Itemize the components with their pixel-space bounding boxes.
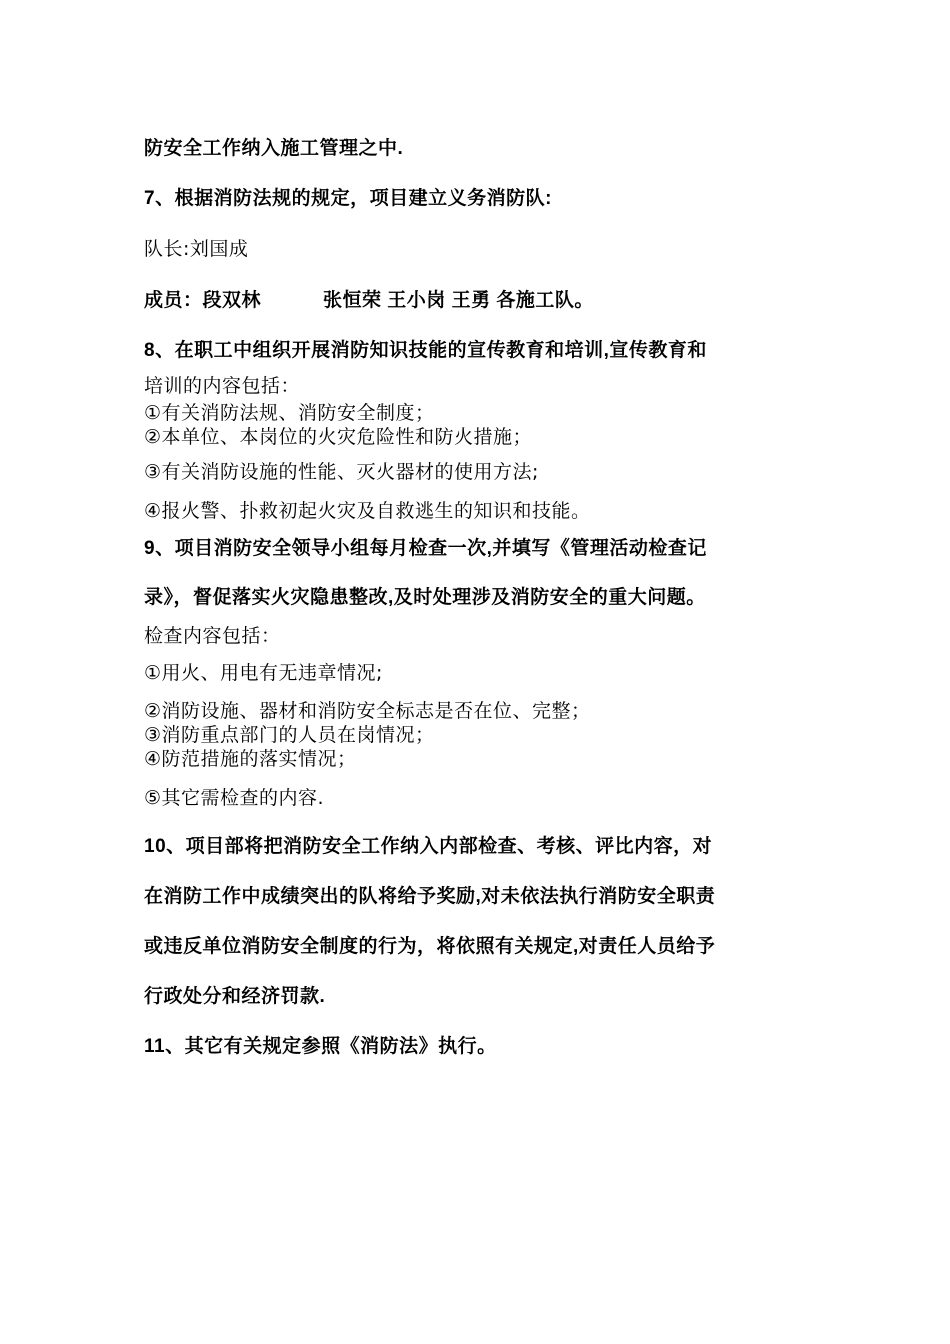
item-11-heading: 11、其它有关规定参照《消防法》执行。 [144, 1036, 497, 1057]
check-point-1: ①用火、用电有无违章情况; [144, 662, 383, 684]
team-leader-line: 队长:刘国成 [144, 238, 249, 260]
text-line-continuation: 防安全工作纳入施工管理之中. [144, 138, 404, 159]
item-8-point-4: ④报火警、扑救初起火灾及自救逃生的知识和技能。 [144, 500, 591, 522]
item-10-line-4: 行政处分和经济罚款. [144, 986, 326, 1007]
check-point-5: ⑤其它需检查的内容. [144, 787, 325, 809]
check-point-2: ②消防设施、器材和消防安全标志是否在位、完整； [144, 700, 591, 722]
check-point-3: ③消防重点部门的人员在岗情况； [144, 724, 435, 746]
check-point-4: ④防范措施的落实情况； [144, 748, 357, 770]
team-members-rest: 张恒荣 王小岗 王勇 各施工队。 [323, 290, 594, 311]
item-8-point-2: ②本单位、本岗位的火灾危险性和防火措施； [144, 426, 533, 448]
item-10-heading: 10、项目部将把消防安全工作纳入内部检查、考核、评比内容，对 [144, 836, 713, 857]
item-8-point-3: ③有关消防设施的性能、灭火器材的使用方法; [144, 461, 539, 483]
item-8-point-1: ①有关消防法规、消防安全制度； [144, 402, 435, 424]
item-8-continuation: 培训的内容包括： [144, 375, 301, 397]
team-members-prefix: 成员：段双林 [144, 290, 262, 311]
item-9-heading: 9、项目消防安全领导小组每月检查一次,并填写《管理活动检查记 [144, 538, 707, 559]
item-9-continuation: 录》，督促落实火灾隐患整改,及时处理涉及消防安全的重大问题。 [144, 587, 706, 608]
item-10-line-2: 在消防工作中成绩突出的队将给予奖励,对未依法执行消防安全职责 [144, 886, 716, 907]
item-10-line-3: 或违反单位消防安全制度的行为，将依照有关规定,对责任人员给予 [144, 936, 716, 957]
item-7-heading: 7、根据消防法规的规定，项目建立义务消防队: [144, 188, 552, 209]
item-8-heading: 8、在职工中组织开展消防知识技能的宣传教育和培训,宣传教育和 [144, 340, 707, 361]
team-members-line [144, 289, 594, 313]
check-content-heading: 检查内容包括： [144, 625, 281, 647]
